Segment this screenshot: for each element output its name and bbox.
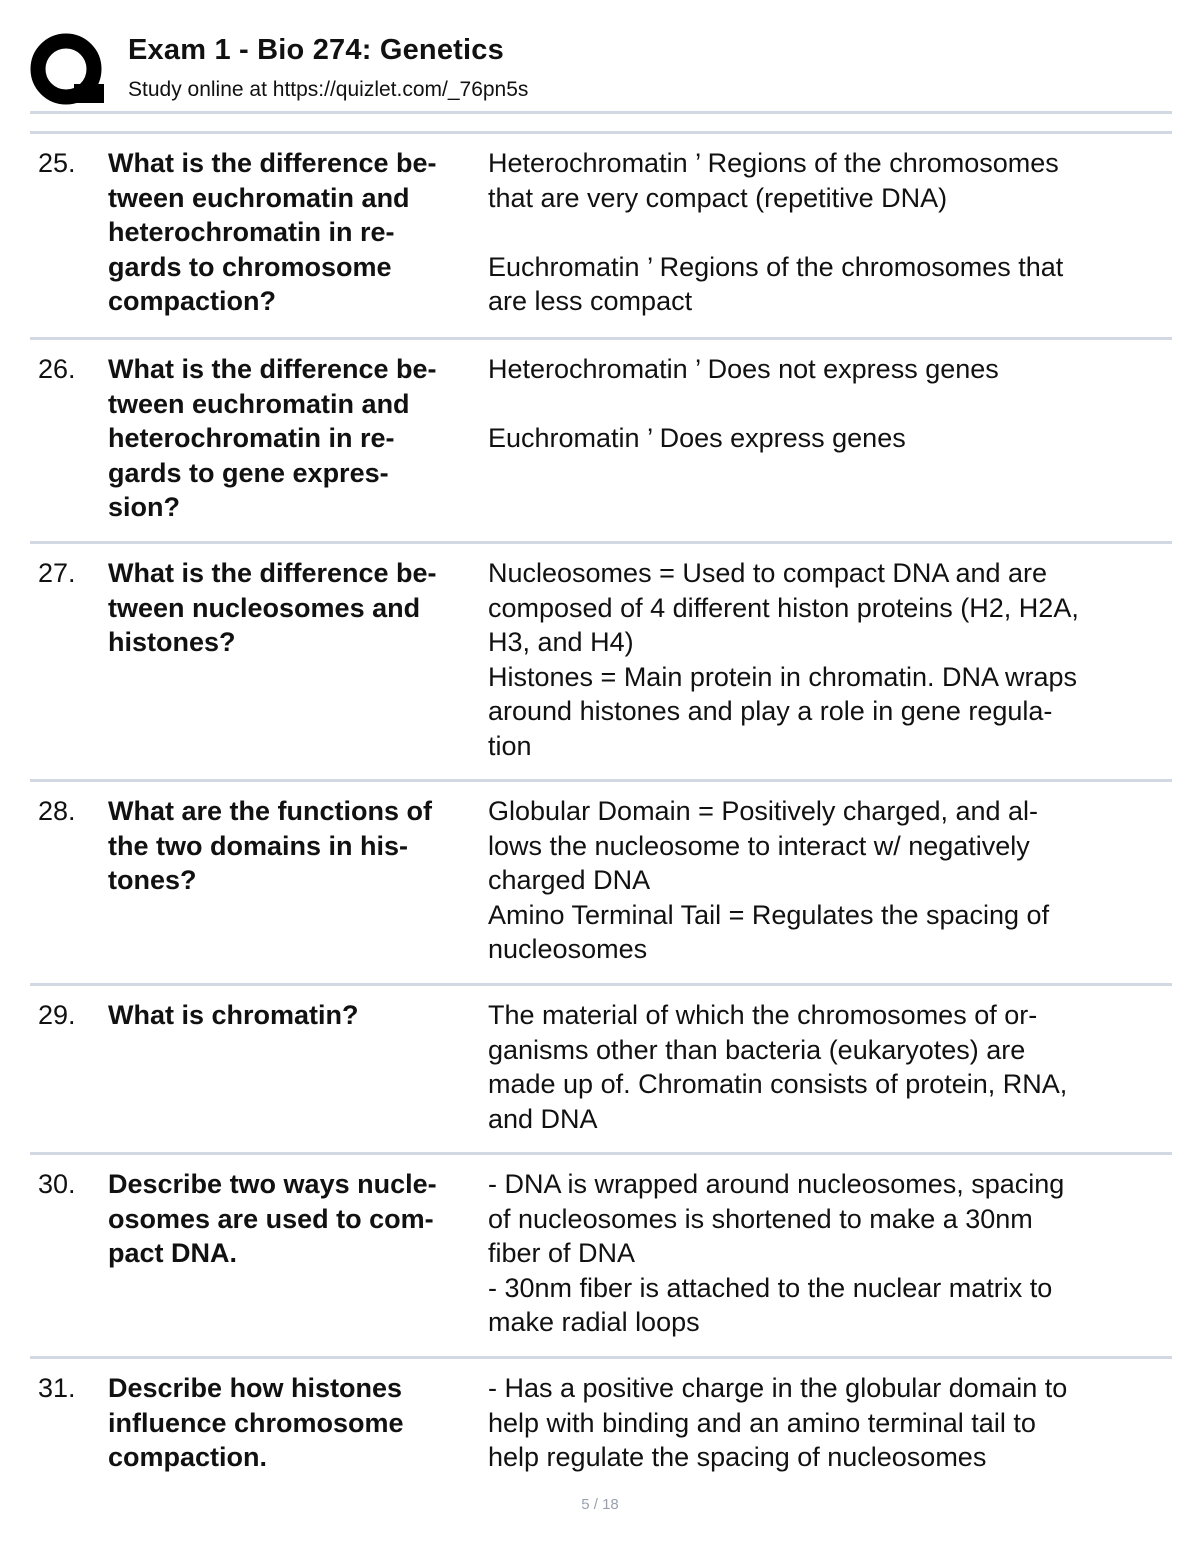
- document-title: Exam 1 - Bio 274: Genetics: [128, 34, 504, 66]
- card-number: 28.: [38, 796, 76, 826]
- flashcard-row: [30, 986, 1172, 1155]
- card-term: What is the difference be- tween euchromatin and heterochromatin in re- gards to gene expres- sion?: [108, 354, 437, 522]
- card-definition: Heterochromatin ’ Does not express genes Euchromatin ’ Does express genes: [488, 354, 999, 453]
- card-number: 30.: [38, 1169, 76, 1199]
- study-online-link[interactable]: Study online at https://quizlet.com/_76pn5s: [128, 78, 529, 101]
- flashcard-row: [30, 134, 1172, 340]
- card-definition: - Has a positive charge in the globular domain to help with binding and an amino terminal tail to help regulate the spacing of nucleosomes: [488, 1373, 1068, 1472]
- card-definition: The material of which the chromosomes of or- ganisms other than bacteria (eukaryotes) are made up of. Chromatin consists of protein, RNA, and DNA: [488, 1000, 1068, 1134]
- flashcard-list: [30, 134, 1172, 1489]
- card-definition: Heterochromatin ’ Regions of the chromosomes that are very compact (repetitive DNA) Euchromatin ’ Regions of the chromosomes that are less compact: [488, 148, 1064, 316]
- card-definition: Globular Domain = Positively charged, and al- lows the nucleosome to interact w/ negatively charged DNA Amino Terminal Tail = Regulates the spacing of nucleosomes: [488, 796, 1050, 964]
- card-term: What are the functions of the two domains in his- tones?: [108, 796, 432, 895]
- card-term: Describe how histones influence chromosome compaction.: [108, 1373, 404, 1472]
- flashcard-row: [30, 544, 1172, 782]
- flashcard-row: [30, 1359, 1172, 1489]
- page-indicator: 5 / 18: [581, 1496, 619, 1513]
- card-term: What is chromatin?: [108, 1000, 359, 1030]
- card-number: 25.: [38, 148, 76, 178]
- card-number: 26.: [38, 354, 76, 384]
- flashcard-row: [30, 1155, 1172, 1359]
- card-definition: - DNA is wrapped around nucleosomes, spacing of nucleosomes is shortened to make a 30nm fiber of DNA - 30nm fiber is attached to the nuclear matrix to make radial loops: [488, 1169, 1065, 1337]
- card-number: 31.: [38, 1373, 76, 1403]
- card-term: What is the difference be- tween nucleosomes and histones?: [108, 558, 437, 657]
- card-term: Describe two ways nucle- osomes are used to com- pact DNA.: [108, 1169, 437, 1268]
- flashcard-row: [30, 340, 1172, 544]
- card-number: 29.: [38, 1000, 76, 1030]
- page-header: [30, 28, 1172, 112]
- header-divider: [30, 111, 1172, 114]
- card-definition: Nucleosomes = Used to compact DNA and are composed of 4 different histon proteins (H2, H2A, H3, and H4) Histones = Main protein in chromatin. DNA wraps around histones and play a role in gene regula- tion: [488, 558, 1079, 761]
- card-number: 27.: [38, 558, 76, 588]
- card-term: What is the difference be- tween euchromatin and heterochromatin in re- gards to chromosome compaction?: [108, 148, 437, 316]
- flashcard-row: [30, 782, 1172, 986]
- quizlet-logo-icon: [30, 32, 106, 108]
